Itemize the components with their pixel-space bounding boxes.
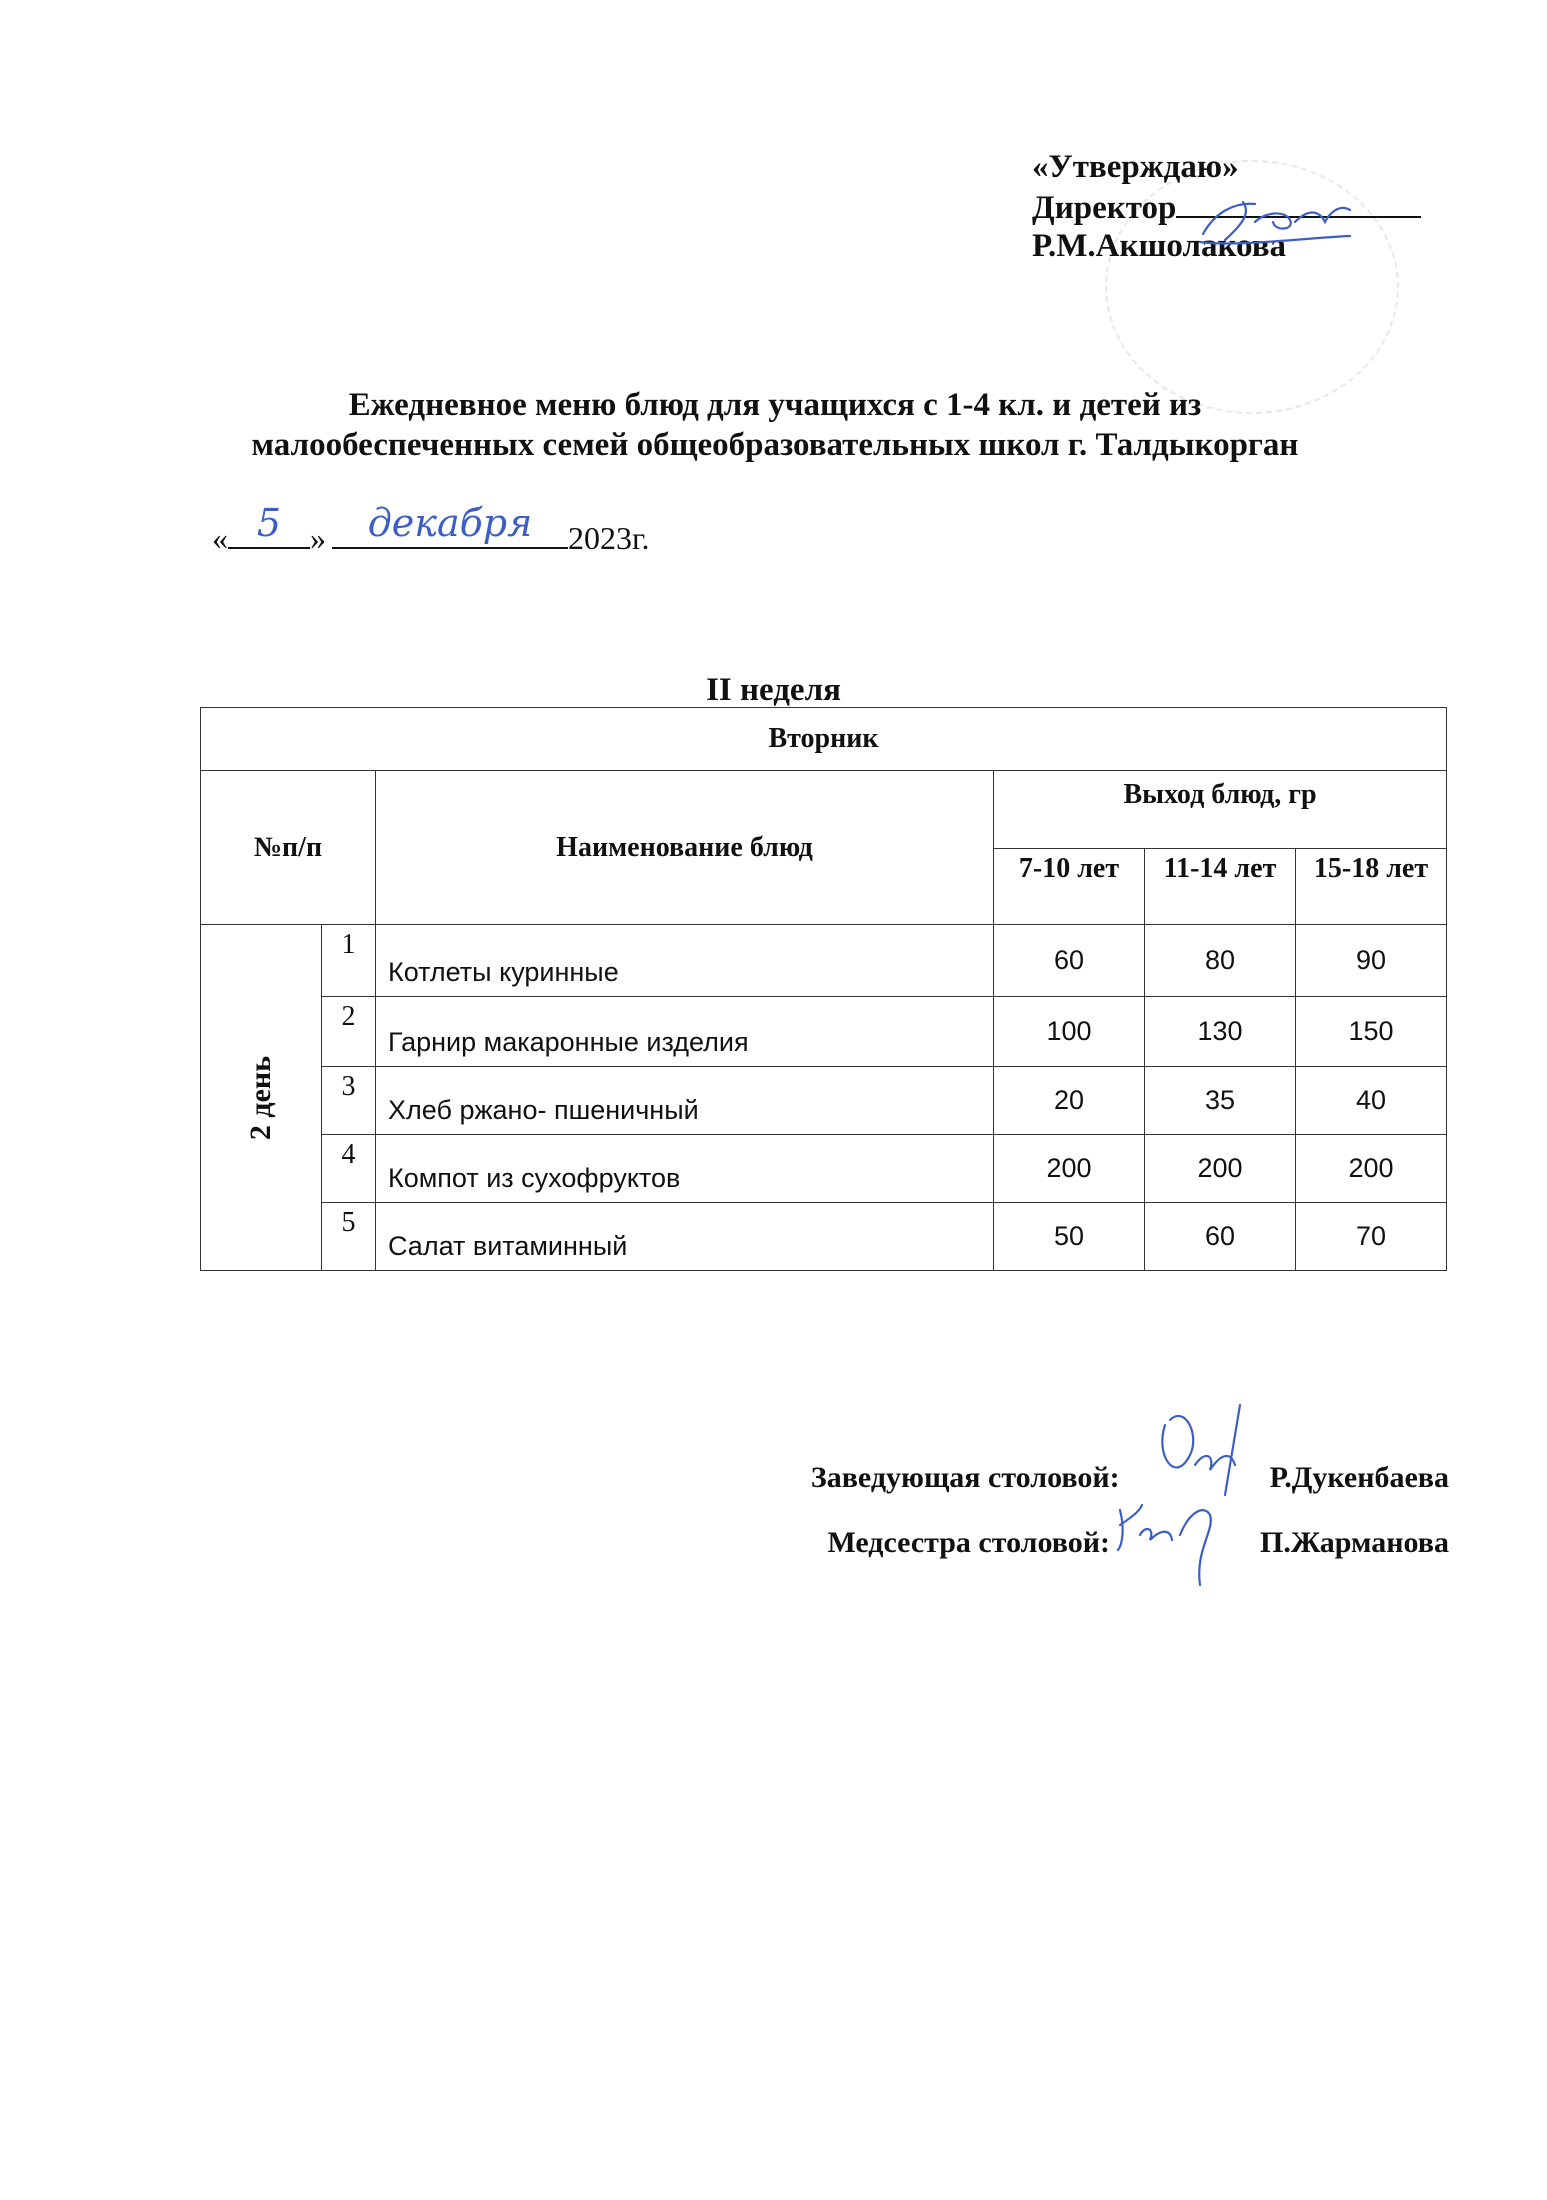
table-row [201,925,1447,997]
col-yield-header: Выход блюд, гр [994,771,1447,849]
signature-name: Р.Дукенбаева [1269,1461,1449,1494]
dish-name: Котлеты куринные [376,925,994,997]
yield-7-10: 50 [994,1203,1145,1271]
row-number: 2 [322,997,376,1067]
age-group-header: 15-18 лет [1296,849,1447,925]
yield-15-18: 40 [1296,1067,1447,1135]
date-open-quote: « [212,520,228,556]
yield-15-18: 90 [1296,925,1447,997]
menu-table [200,707,1447,1271]
yield-11-14: 130 [1145,997,1296,1067]
yield-15-18: 200 [1296,1135,1447,1203]
date-month: декабря [367,501,533,545]
document-title [200,385,1350,465]
date-day-field [228,501,310,549]
yield-11-14: 35 [1145,1067,1296,1135]
yield-7-10: 20 [994,1067,1145,1135]
signature-role: Медсестра столовой: [827,1526,1111,1559]
canteen-head-signature [1145,1395,1265,1505]
day-label: 2 день [243,1055,277,1140]
director-signature [1195,192,1355,252]
approval-heading: «Утверждаю» [1032,149,1239,185]
nurse-signature [1110,1490,1240,1590]
yield-7-10: 200 [994,1135,1145,1203]
signature-name: П.Жарманова [1260,1526,1449,1559]
date-day: 5 [256,501,282,545]
week-label: II неделя [706,672,841,708]
table-row [201,1203,1447,1271]
yield-15-18: 70 [1296,1203,1447,1271]
weekday-header: Вторник [201,708,1447,771]
row-number: 1 [322,925,376,997]
yield-15-18: 150 [1296,997,1447,1067]
age-group-header: 11-14 лет [1145,849,1296,925]
approval-name: Р.М.Акшолакова [1032,228,1287,264]
yield-11-14: 200 [1145,1135,1296,1203]
dish-name: Хлеб ржано- пшеничный [376,1067,994,1135]
col-name-header: Наименование блюд [376,771,994,925]
table-row [201,997,1447,1067]
age-group-header: 7-10 лет [994,849,1145,925]
date-year: 2023г. [568,520,650,556]
day-label-cell [201,925,322,1271]
title-line-2: малообеспеченных семей общеобразовательных школ г. Талдыкорган [251,427,1299,463]
yield-7-10: 100 [994,997,1145,1067]
header-row-1 [201,771,1447,849]
row-number: 3 [322,1067,376,1135]
dish-name: Гарнир макаронные изделия [376,997,994,1067]
date-month-field [332,501,568,549]
title-line-1: Ежедневное меню блюд для учащихся с 1-4 кл. и детей из [348,387,1202,423]
yield-11-14: 80 [1145,925,1296,997]
col-number-header: №п/п [201,771,376,925]
yield-7-10: 60 [994,925,1145,997]
yield-11-14: 60 [1145,1203,1296,1271]
row-number: 5 [322,1203,376,1271]
table-row [201,1067,1447,1135]
row-number: 4 [322,1135,376,1203]
signature-role: Заведующая столовой: [810,1461,1120,1494]
date-close-quote: » [310,520,326,556]
weekday-row [201,708,1447,771]
approval-position: Директор [1032,190,1177,226]
dish-name: Компот из сухофруктов [376,1135,994,1203]
date-line [212,501,650,557]
dish-name: Салат витаминный [376,1203,994,1271]
table-row [201,1135,1447,1203]
